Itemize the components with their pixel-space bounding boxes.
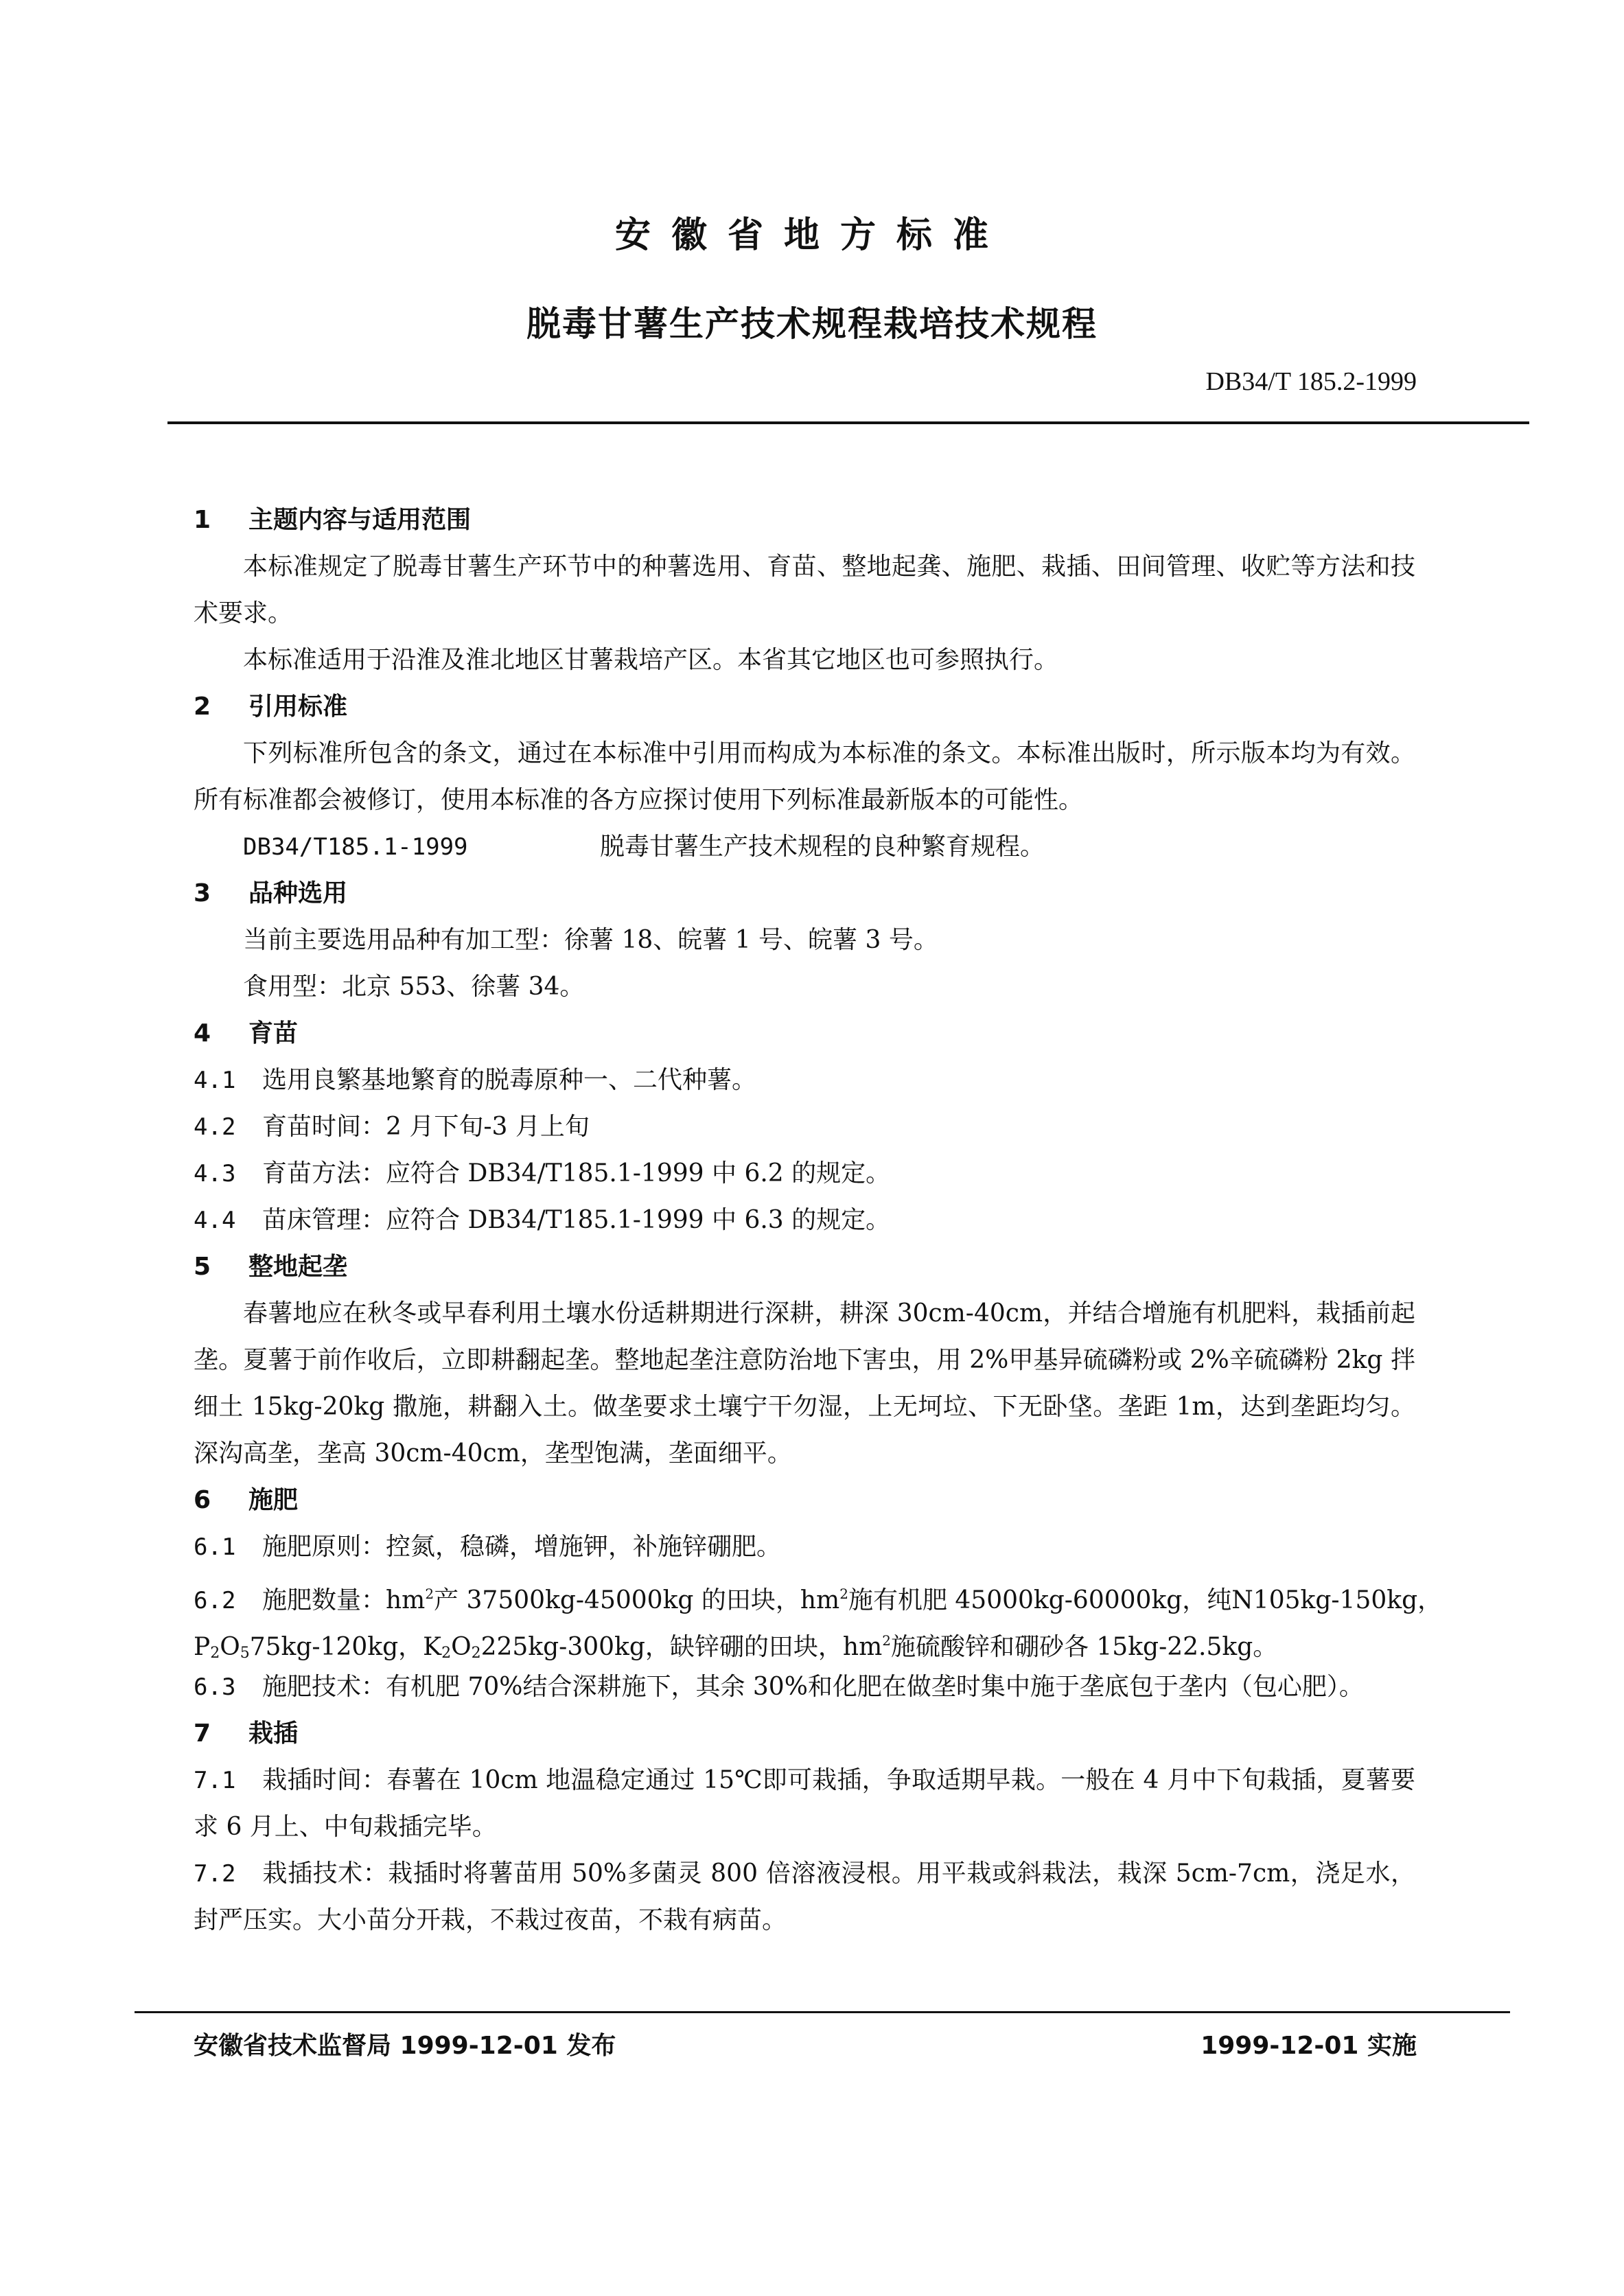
clause-text: 栽插时间：春薯在 10cm 地温稳定通过 15℃即可栽插，争取适期早栽。一般在 4 月中下旬栽插，夏薯要求 6 月上、中旬栽插完毕。	[194, 1766, 1415, 1841]
formula-text: O	[451, 1633, 472, 1661]
section-heading-7	[194, 1711, 1415, 1757]
clause	[194, 1570, 1443, 1617]
paragraph: 下列标准所包含的条文，通过在本标准中引用而构成为本标准的条文。本标准出版时，所示版本均为有效。所有标准都会被修订，使用本标准的各方应探讨使用下列标准最新版本的可能性。	[194, 739, 1415, 814]
paragraph: 本标准规定了脱毒甘薯生产环节中的种薯选用、育苗、整地起龚、施肥、栽插、田间管理、收贮等方法和技术要求。	[194, 553, 1415, 627]
section-number: 2	[194, 693, 211, 721]
section-number: 7	[194, 1719, 211, 1748]
clause-text: 苗床管理：应符合 DB34/T185.1-1999 中 6.3 的规定。	[262, 1206, 891, 1234]
formula-text: 施硫酸锌和硼砂各 15kg-22.5kg。	[890, 1633, 1278, 1661]
superscript: 2	[425, 1586, 434, 1602]
clause-text: 选用良繁基地繁育的脱毒原种一、二代种薯。	[262, 1066, 757, 1094]
referenced-standard	[194, 824, 1415, 870]
section-title: 引用标准	[248, 693, 348, 721]
subscript: 2	[441, 1645, 452, 1662]
section-heading-2	[194, 684, 1415, 730]
section-title: 整地起垄	[248, 1253, 348, 1281]
section-heading-1	[194, 497, 1415, 544]
section-title: 育苗	[248, 1019, 299, 1047]
section-heading-5	[194, 1244, 1415, 1290]
superscript: 2	[882, 1632, 891, 1649]
clause-text: 育苗时间：2 月下旬-3 月上旬	[262, 1113, 590, 1141]
paragraph: 春薯地应在秋冬或早春利用土壤水份适耕期进行深耕，耕深 30cm-40cm，并结合增施有机肥料，栽插前起垄。夏薯于前作收后，立即耕翻起垄。整地起垄注意防治地下害虫，用 2%甲基异硫磷粉或 2%辛硫磷粉 2kg 拌细土 15kg-20kg 撒施，耕翻入土。做垄要求土壤宁干勿湿，上无坷垃、下无卧垡。垄距 1m，达到垄距均匀。深沟高垄，垄高 30cm-40cm，垄型饱满，垄面细平。	[194, 1299, 1415, 1468]
superscript: 2	[839, 1586, 848, 1602]
formula-text: P	[194, 1633, 211, 1661]
subscript: 5	[240, 1645, 250, 1662]
clause-text: 施肥原则：控氮，稳磷，增施钾，补施锌硼肥。	[262, 1533, 782, 1561]
clause-text: 施肥数量：hm	[262, 1586, 426, 1614]
clause-number: 6.2	[194, 1587, 236, 1614]
subscript: 2	[471, 1645, 481, 1662]
effective-date: 1999-12-01 实施	[1200, 2032, 1417, 2060]
footer-divider	[135, 2011, 1510, 2013]
section-title: 施肥	[248, 1486, 299, 1514]
section-number: 3	[194, 879, 211, 907]
clause	[194, 1757, 1415, 1851]
paragraph: 食用型：北京 553、徐薯 34。	[243, 973, 585, 1001]
formula-text: O	[220, 1633, 240, 1661]
paragraph: 本标准适用于沿淮及淮北地区甘薯栽培产区。本省其它地区也可参照执行。	[243, 646, 1059, 674]
section-number: 5	[194, 1253, 211, 1281]
paragraph: 当前主要选用品种有加工型：徐薯 18、皖薯 1 号、皖薯 3 号。	[243, 926, 938, 954]
standard-code: DB34/T 185.2-1999	[1205, 367, 1417, 396]
formula-text: 225kg-300kg，缺锌硼的田块，hm	[480, 1633, 883, 1661]
reference-title: 脱毒甘薯生产技术规程的良种繁育规程。	[600, 833, 1045, 861]
section-number: 4	[194, 1019, 211, 1047]
section-title: 主题内容与适用范围	[248, 506, 472, 534]
document-title: 脱毒甘薯生产技术规程栽培技术规程	[526, 304, 1098, 344]
section-title: 栽插	[248, 1719, 299, 1748]
clause-number: 4.4	[194, 1207, 236, 1234]
document-body	[194, 497, 1443, 1944]
clause-text: 栽插技术：栽插时将薯苗用 50%多菌灵 800 倍溶液浸根。用平栽或斜栽法，栽深 5cm-7cm，浇足水，封严压实。大小苗分开栽，不栽过夜苗，不栽有病苗。	[194, 1859, 1415, 1934]
section-heading-4	[194, 1010, 1415, 1057]
clause-number: 6.1	[194, 1533, 236, 1561]
section-number: 1	[194, 506, 211, 534]
section-number: 6	[194, 1486, 211, 1514]
clause	[194, 1851, 1415, 1944]
clause	[194, 1057, 1415, 1104]
clause-text: 产 37500kg-45000kg 的田块，hm	[434, 1586, 840, 1614]
clause-number: 4.3	[194, 1160, 236, 1187]
section-heading-3	[194, 870, 1415, 917]
clause-number: 4.2	[194, 1113, 236, 1141]
clause-number: 7.2	[194, 1860, 236, 1888]
clause	[194, 1197, 1415, 1244]
reference-code: DB34/T185.1-1999	[243, 833, 468, 861]
clause-number: 6.3	[194, 1673, 236, 1701]
issuing-org-heading: 安徽省地方标准	[614, 215, 1009, 256]
header-divider	[167, 421, 1529, 424]
clause	[194, 1150, 1415, 1197]
clause	[194, 1664, 1415, 1711]
clause-number: 7.1	[194, 1767, 236, 1794]
clause-text: 施肥技术：有机肥 70%结合深耕施下，其余 30%和化肥在做垄时集中施于垄底包于垄内（包心肥）。	[262, 1673, 1364, 1701]
clause-text: 育苗方法：应符合 DB34/T185.1-1999 中 6.2 的规定。	[262, 1159, 891, 1187]
section-title: 品种选用	[248, 879, 348, 907]
section-heading-6	[194, 1477, 1415, 1524]
clause-continuation	[194, 1617, 1415, 1664]
clause-text: 施有机肥 45000kg-60000kg，纯N105kg-150kg，	[848, 1586, 1443, 1614]
formula-text: 75kg-120kg，K	[249, 1633, 442, 1661]
clause-number: 4.1	[194, 1067, 236, 1094]
issue-statement: 安徽省技术监督局 1999-12-01 发布	[194, 2032, 616, 2060]
clause	[194, 1524, 1415, 1570]
subscript: 2	[210, 1645, 220, 1662]
clause	[194, 1104, 1415, 1150]
